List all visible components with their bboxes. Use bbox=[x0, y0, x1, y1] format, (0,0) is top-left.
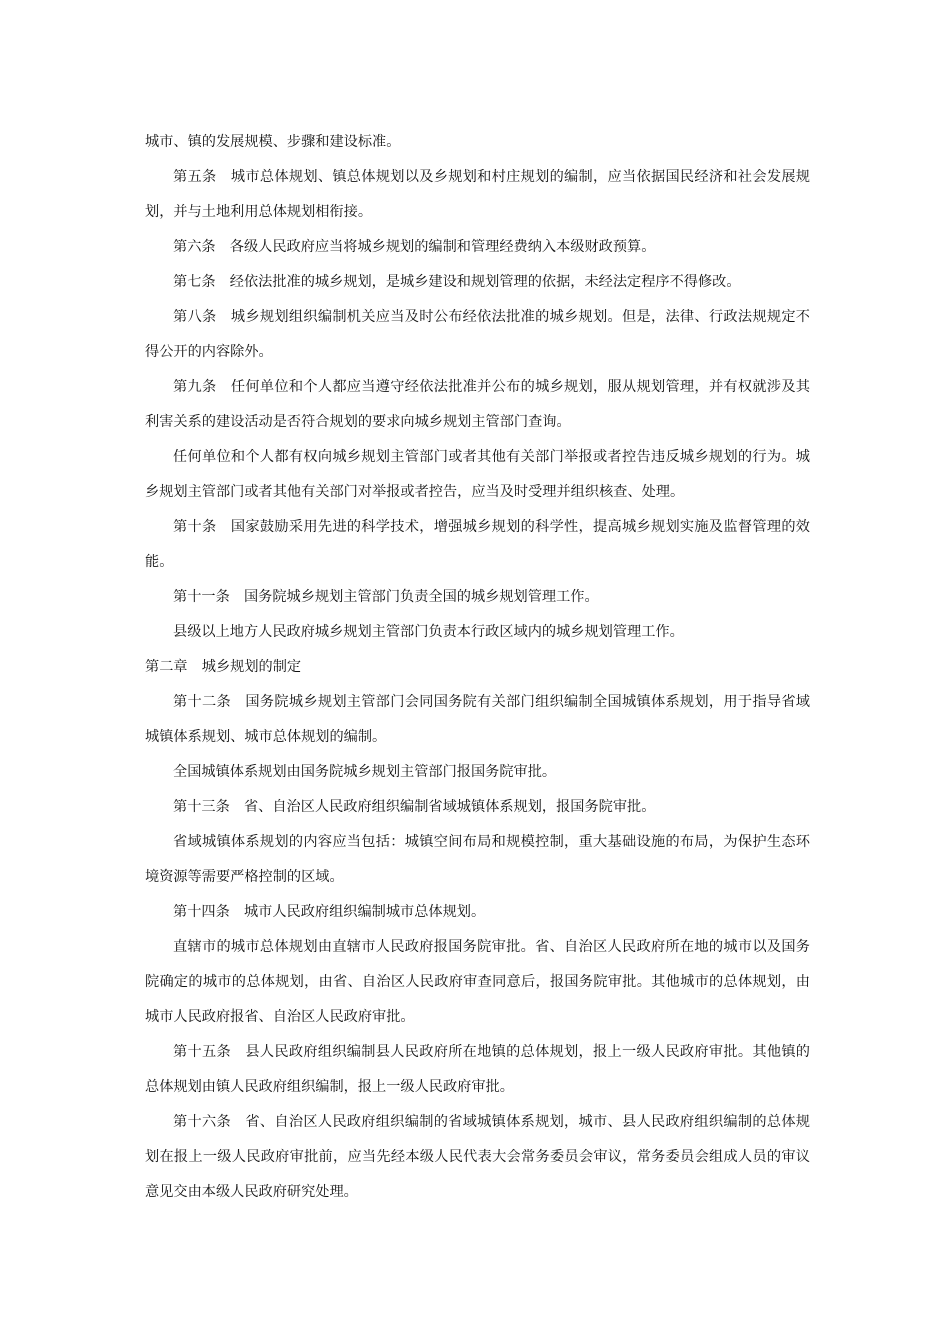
paragraph-article-16: 第十六条 省、自治区人民政府组织编制的省域城镇体系规划，城市、县人民政府组织编制的总体规划在报上一级人民政府审批前，应当先经本级人民代表大会常务委员会审议，常务委员会组成人员的审议意见交由本级人民政府研究处理。 bbox=[145, 1114, 810, 1200]
paragraph-article-8: 第八条 城乡规划组织编制机关应当及时公布经依法批准的城乡规划。但是，法律、行政法规规定不得公开的内容除外。 bbox=[145, 309, 810, 360]
paragraph-article-11-clause-2: 县级以上地方人民政府城乡规划主管部门负责本行政区域内的城乡规划管理工作。 bbox=[173, 624, 684, 640]
paragraph-article-12: 第十二条 国务院城乡规划主管部门会同国务院有关部门组织编制全国城镇体系规划，用于指导省域城镇体系规划、城市总体规划的编制。 bbox=[145, 694, 810, 745]
paragraph-intro-tail: 城市、镇的发展规模、步骤和建设标准。 bbox=[145, 134, 401, 150]
paragraph-article-6: 第六条 各级人民政府应当将城乡规划的编制和管理经费纳入本级财政预算。 bbox=[173, 239, 656, 255]
paragraph-article-7: 第七条 经依法批准的城乡规划，是城乡建设和规划管理的依据，未经法定程序不得修改。 bbox=[173, 274, 741, 290]
paragraph-article-9: 第九条 任何单位和个人都应当遵守经依法批准并公布的城乡规划，服从规划管理，并有权就涉及其利害关系的建设活动是否符合规划的要求向城乡规划主管部门查询。 bbox=[145, 379, 810, 430]
chapter-heading: 第二章 城乡规划的制定 bbox=[145, 659, 302, 675]
paragraph-article-13-clause-2: 省域城镇体系规划的内容应当包括：城镇空间布局和规模控制，重大基础设施的布局，为保护生态环境资源等需要严格控制的区域。 bbox=[145, 834, 810, 885]
paragraph-article-14-clause-2: 直辖市的城市总体规划由直辖市人民政府报国务院审批。省、自治区人民政府所在地的城市以及国务院确定的城市的总体规划，由省、自治区人民政府审查同意后，报国务院审批。其他城市的总体规划，由城市人民政府报省、自治区人民政府审批。 bbox=[145, 939, 810, 1025]
paragraph-article-5: 第五条 城市总体规划、镇总体规划以及乡规划和村庄规划的编制，应当依据国民经济和社会发展规划，并与土地利用总体规划相衔接。 bbox=[145, 169, 810, 220]
paragraph-article-10: 第十条 国家鼓励采用先进的科学技术，增强城乡规划的科学性，提高城乡规划实施及监督管理的效能。 bbox=[145, 519, 810, 570]
paragraph-article-13: 第十三条 省、自治区人民政府组织编制省域城镇体系规划，报国务院审批。 bbox=[173, 799, 656, 815]
paragraph-article-15: 第十五条 县人民政府组织编制县人民政府所在地镇的总体规划，报上一级人民政府审批。其他镇的总体规划由镇人民政府组织编制，报上一级人民政府审批。 bbox=[145, 1044, 810, 1095]
paragraph-article-9-clause-2: 任何单位和个人都有权向城乡规划主管部门或者其他有关部门举报或者控告违反城乡规划的行为。城乡规划主管部门或者其他有关部门对举报或者控告，应当及时受理并组织核查、处理。 bbox=[145, 449, 810, 500]
document-body bbox=[145, 125, 810, 1210]
paragraph-article-14: 第十四条 城市人民政府组织编制城市总体规划。 bbox=[173, 904, 486, 920]
paragraph-article-12-clause-2: 全国城镇体系规划由国务院城乡规划主管部门报国务院审批。 bbox=[173, 764, 557, 780]
paragraph-article-11: 第十一条 国务院城乡规划主管部门负责全国的城乡规划管理工作。 bbox=[173, 589, 599, 605]
